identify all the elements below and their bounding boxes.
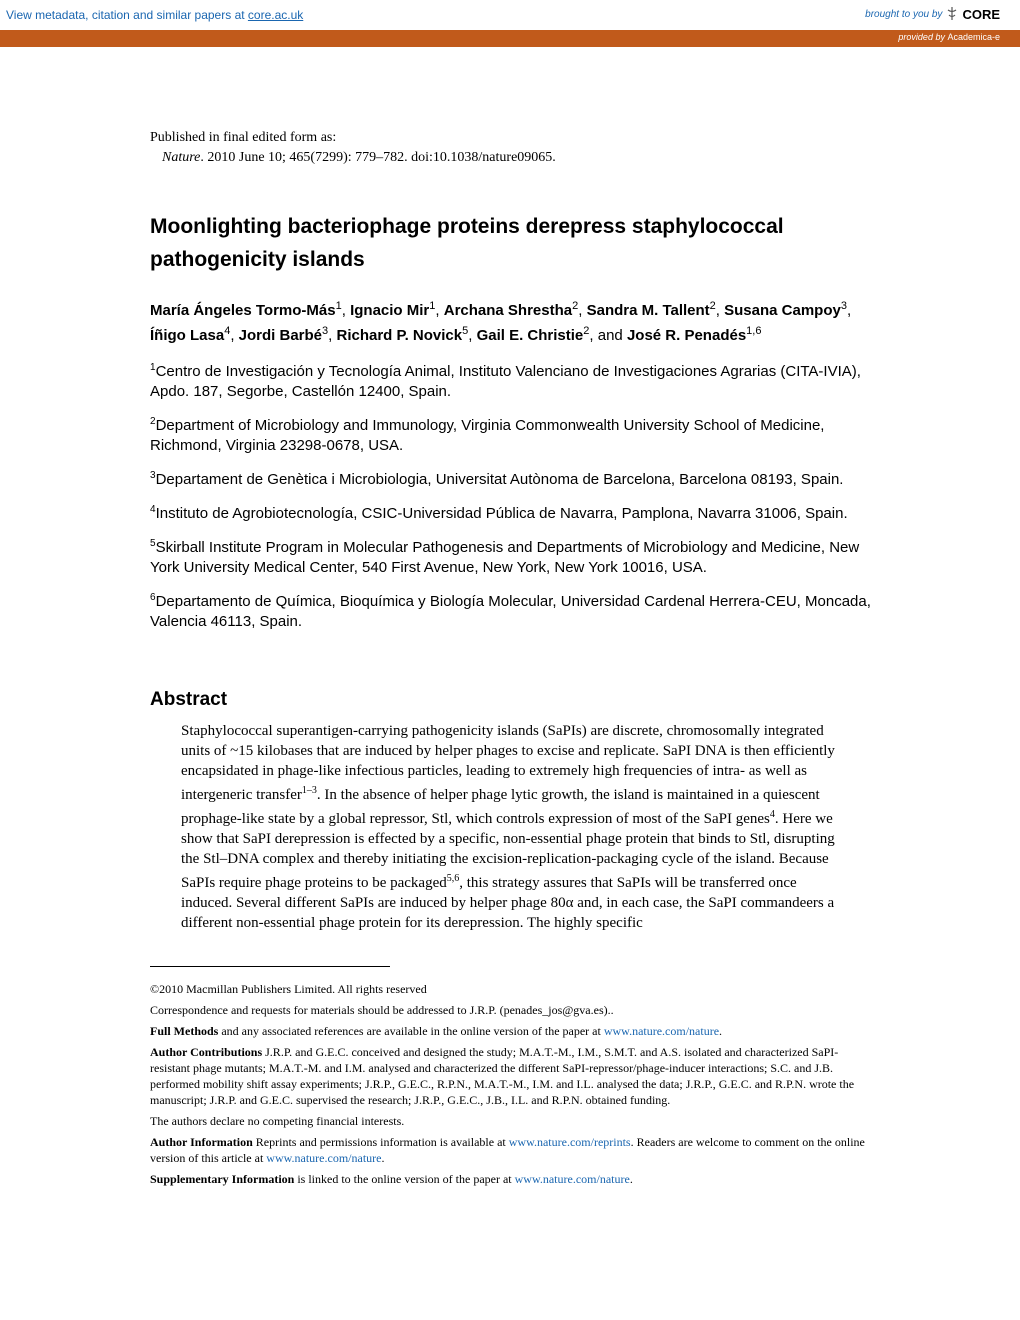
author-affiliation-ref: 4 (224, 325, 231, 337)
author-affiliation-ref: 3 (322, 325, 329, 337)
author-list (150, 296, 870, 346)
author-information-note (150, 1134, 870, 1166)
author-affiliation-ref: 2 (583, 325, 590, 337)
author-affiliation-ref: 3 (840, 300, 847, 312)
affiliation-text: Departamento de Química, Bioquímica y Biología Molecular, Universidad Cardenal Herrera-CEU, Moncada, Valencia 46113, Spain. (150, 593, 871, 630)
affiliation-list (150, 358, 875, 642)
core-brought-text: brought to you by (865, 8, 943, 20)
affiliation-number: 5 (150, 538, 156, 549)
footnotes (150, 981, 870, 1192)
author-contributions-note (150, 1044, 870, 1108)
correspondence-note: Correspondence and requests for materials should be addressed to J.R.P. (penades_jos@gva.es).. (150, 1003, 614, 1017)
core-metadata-text: View metadata, citation and similar papers at (6, 8, 248, 22)
paper-title: Moonlighting bacteriophage proteins derepress staphylococcal pathogenicity islands (150, 215, 784, 271)
affiliation (150, 358, 875, 402)
full-methods-note (150, 1023, 870, 1039)
author-name: Íñigo Lasa (150, 327, 225, 344)
copyright-note: ©2010 Macmillan Publishers Limited. All rights reserved (150, 982, 427, 996)
abstract-part-1: Staphylococcal superantigen-carrying pathogenicity islands (SaPIs) are discrete, chromosomally integrated units of ~15 kilobases that are induced by helper phages to excise and replicate. SaPI DNA is then efficiently encapsidated in phage-like infectious particles, leading to extremely high frequencies of intra- as well as intergeneric transfer (181, 723, 835, 803)
core-brought-by (865, 6, 1000, 22)
core-provided-text: provided by (898, 32, 945, 42)
supplementary-information-text: is linked to the online version of the paper at (294, 1172, 515, 1186)
core-metadata-line (6, 8, 303, 22)
affiliation-number: 2 (150, 416, 156, 427)
comment-link[interactable]: www.nature.com/nature (266, 1151, 382, 1165)
core-logo-icon (946, 6, 958, 22)
affiliation-number: 1 (150, 362, 156, 373)
citation-details: . 2010 June 10; 465(7299): 779–782. doi:10.1038/nature09065. (200, 150, 556, 165)
supplementary-link[interactable]: www.nature.com/nature (514, 1172, 630, 1186)
author-information-label: Author Information (150, 1135, 253, 1149)
affiliation-number: 3 (150, 470, 156, 481)
supplementary-information-label: Supplementary Information (150, 1172, 295, 1186)
core-provided-by (898, 32, 1000, 42)
author-affiliation-ref: 2 (709, 300, 716, 312)
author-information-text-2: . Readers are welcome to comment on the online version of this article at (150, 1135, 865, 1165)
abstract-part-4: , this strategy assures that SaPIs will be transferred once induced. Several different SaPIs are induced by helper phage 80α and, in each case, the SaPI commandeers a different non-essential phage protein for its derepression. The highly specific (181, 875, 835, 931)
author-name: Jordi Barbé (238, 327, 323, 344)
core-provider-name[interactable]: Academica-e (947, 32, 1000, 42)
full-methods-label: Full Methods (150, 1024, 219, 1038)
author-name: Gail E. Christie (476, 327, 584, 344)
full-methods-end: . (719, 1024, 723, 1038)
author-name: Archana Shrestha (443, 302, 573, 319)
affiliation-text: Department of Microbiology and Immunology, Virginia Commonwealth University School of Medicine, Richmond, Virginia 23298-0678, USA. (150, 417, 825, 454)
affiliation-number: 6 (150, 592, 156, 603)
supplementary-end: . (629, 1172, 633, 1186)
supplementary-information-note (150, 1171, 870, 1187)
author-name: Ignacio Mir (350, 302, 430, 319)
affiliation (150, 412, 875, 456)
footnote-divider (150, 966, 390, 967)
full-methods-link[interactable]: www.nature.com/nature (603, 1024, 720, 1038)
author-information-text: Reprints and permissions information is available at (252, 1135, 509, 1149)
author-affiliation-ref: 1,6 (746, 325, 762, 337)
author-separator: , and (589, 327, 627, 344)
abstract-part-3: . Here we show that SaPI derepression is effected by a specific, non-essential phage protein that binds to Stl, disrupting the Stl–DNA complex and thereby initiating the excision-replication-packaging cycle of the island. Because SaPIs require phage proteins to be packaged (181, 811, 835, 891)
competing-interests-note: The authors declare no competing financial interests. (150, 1114, 405, 1128)
author-name: Richard P. Novick (336, 327, 463, 344)
citation-ref: 4 (769, 809, 775, 820)
core-provider-bar (0, 30, 1020, 47)
author-name: María Ángeles Tormo-Más (150, 302, 336, 319)
affiliation-text: Departament de Genètica i Microbiologia, Universitat Autònoma de Barcelona, Barcelona 08193, Spain. (155, 471, 844, 488)
author-separator: , (435, 302, 444, 319)
author-contributions-text: J.R.P. and G.E.C. conceived and designed the study; M.A.T.-M., I.M., S.M.T. and A.S. isolated and characterized SaPI-resistant phage mutants; M.A.T.-M. and I.M. analysed and characterized the different SaPI-repressor/phage-inducer interactions; S.C. and J.B. performed mobility shift assay experiments; J.R.P., G.E.C., R.P.N., M.A.T.-M., I.M. and I.L. analysed the data; J.R.P., G.E.C. and R.P.N. wrote the manuscript; J.R.P. and G.E.C. supervised the research; J.R.P., G.E.C., J.B., I.L. and R.P.N. obtained funding. (150, 1045, 855, 1107)
journal-name: Nature (162, 150, 201, 165)
publication-info (150, 128, 556, 168)
abstract-heading: Abstract (150, 689, 228, 710)
author-name: Sandra M. Tallent (586, 302, 710, 319)
core-metadata-link[interactable]: core.ac.uk (247, 8, 304, 22)
author-name: Susana Campoy (724, 302, 841, 319)
affiliation (150, 534, 875, 578)
publication-label: Published in final edited form as: (150, 130, 337, 145)
core-brand[interactable]: CORE (962, 6, 1000, 22)
full-methods-text: and any associated references are available in the online version of the paper at (218, 1024, 604, 1038)
author-separator: , (715, 302, 725, 319)
reprints-link[interactable]: www.nature.com/reprints (508, 1135, 631, 1149)
author-separator: , (578, 302, 587, 319)
affiliation-text: Centro de Investigación y Tecnología Animal, Instituto Valenciano de Investigaciones Agrarias (CITA-IVIA), Apdo. 187, Segorbe, Castellón 12400, Spain. (150, 363, 861, 400)
abstract-text (181, 721, 841, 933)
affiliation-text: Skirball Institute Program in Molecular Pathogenesis and Departments of Microbiology and Medicine, New York University Medical Center, 540 First Avenue, New York, New York 10016, USA. (150, 539, 860, 576)
author-affiliation-ref: 1 (429, 300, 436, 312)
author-affiliation-ref: 1 (335, 300, 342, 312)
abstract-part-2: . In the absence of helper phage lytic growth, the island is maintained in a quiescent prophage-like state by a global repressor, Stl, which controls expression of most of the SaPI genes (181, 787, 820, 827)
author-affiliation-ref: 2 (572, 300, 579, 312)
affiliation-text: Instituto de Agrobiotecnología, CSIC-Universidad Pública de Navarra, Pamplona, Navarra 31006, Spain. (155, 505, 848, 522)
author-information-end: . (381, 1151, 385, 1165)
citation-ref: 1–3 (301, 785, 317, 796)
author-affiliation-ref: 5 (462, 325, 469, 337)
affiliation-number: 4 (150, 504, 156, 515)
author-separator: , (328, 327, 337, 344)
author-separator: , (468, 327, 477, 344)
author-separator: , (341, 302, 351, 319)
affiliation (150, 466, 875, 490)
author-name: José R. Penadés (626, 327, 747, 344)
core-header (0, 0, 1020, 30)
author-separator: , (230, 327, 239, 344)
affiliation (150, 500, 875, 524)
citation-ref: 5,6 (446, 873, 460, 884)
author-contributions-label: Author Contributions (150, 1045, 263, 1059)
affiliation (150, 588, 875, 632)
publication-citation (150, 148, 556, 168)
author-separator: , (846, 302, 852, 319)
